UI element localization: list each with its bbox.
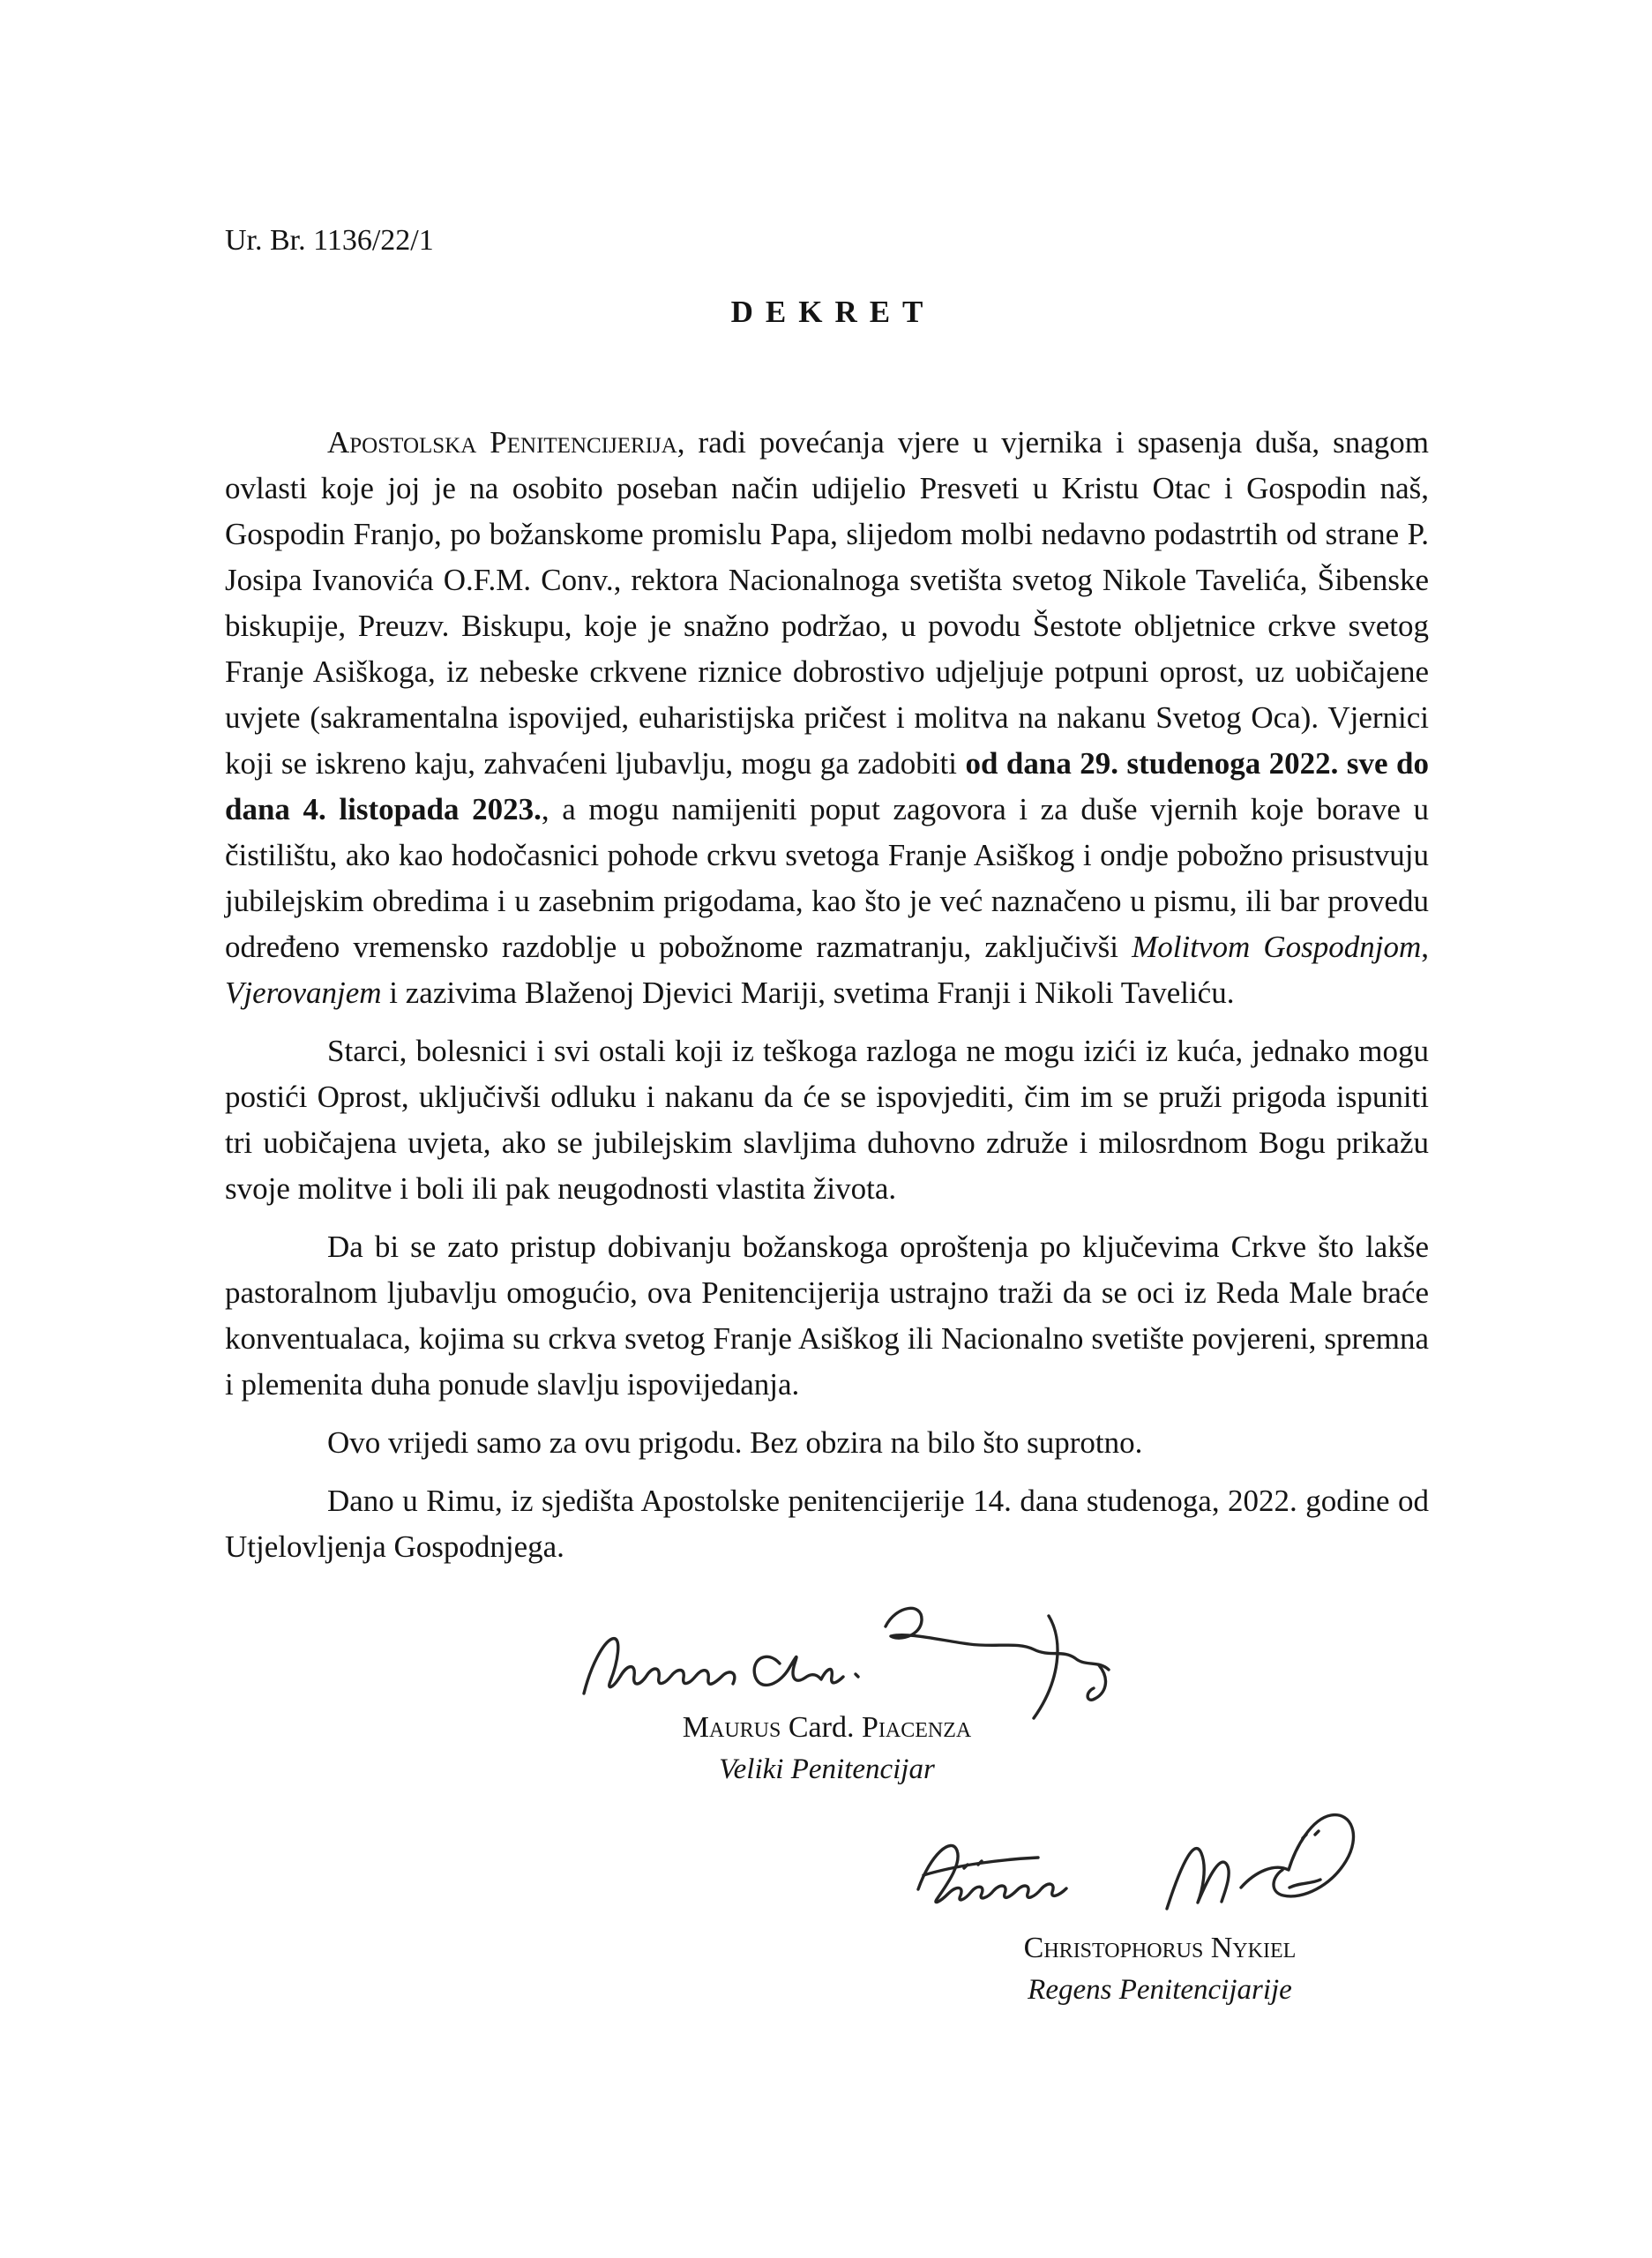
text-segment: Apostolska Penitencijerija bbox=[327, 425, 677, 460]
paragraph bbox=[225, 420, 1429, 1016]
text-segment: Dano u Rimu, iz sjedišta Apostolske penitencijerije 14. dana studenoga, 2022. godine od Utjelovljenja Gospodnjega. bbox=[225, 1484, 1429, 1564]
text-segment: , a mogu namijeniti poput zagovora i za duše vjernih koje borave u čistilištu, ako kao hodočasnici pohode crkvu svetoga Franje Asiškog i ondje pobožno prisustvuju jubilejskim obredima i u zasebnim prigodama, kao što je već naznačeno u pismu, ili bar provedu određeno vremensko razdoblje u pobožnome razmatranju, zaključivši bbox=[225, 792, 1429, 964]
paragraph bbox=[225, 1224, 1429, 1408]
text-segment: i zazivima Blaženoj Djevici Mariji, svetima Franji i Nikoli Taveliću. bbox=[381, 976, 1235, 1010]
text-segment: , radi povećanja vjere u vjernika i spasenja duša, snagom ovlasti koje joj je na osobito poseban način udijelio Presveti u Kristu Otac i Gospodin naš, Gospodin Franjo, po božanskome promislu Papa, slijedom molbi nedavno podastrtih od strane P. Josipa Ivanovića O.F.M. Conv., rektora Nacionalnoga svetišta svetog Nikole Tavelića, Šibenske biskupije, Preuzv. Biskupu, koje je snažno podržao, u povodu Šestote obljetnice crkve svetog Franje Asiškoga, iz nebeske crkvene riznice dobrostivo udjeljuje potpuni oprost, uz uobičajene uvjete (sakramentalna ispovijed, euharistijska pričest i molitva na nakanu Svetog Oca). Vjernici koji se iskreno kaju, zahvaćeni ljubavlju, mogu ga zadobiti bbox=[225, 425, 1429, 781]
text-segment: Maurus bbox=[682, 1711, 781, 1744]
text-segment: Christophorus bbox=[1023, 1932, 1204, 1964]
document-body bbox=[225, 420, 1429, 1570]
paragraph bbox=[225, 1028, 1429, 1212]
paragraph bbox=[225, 1420, 1429, 1466]
reference-number: Ur. Br. 1136/22/1 bbox=[225, 224, 434, 257]
text-segment: Card. bbox=[781, 1711, 862, 1744]
signature-block-piacenza bbox=[549, 1595, 1105, 1791]
signatory-role-piacenza: Veliki Penitencijar bbox=[719, 1753, 935, 1785]
text-segment: Piacenza bbox=[861, 1711, 972, 1744]
text-segment: Ovo vrijedi samo za ovu prigodu. Bez obzira na bilo što suprotno. bbox=[327, 1425, 1143, 1460]
text-segment: Nykiel bbox=[1210, 1932, 1297, 1964]
text-segment: Da bi se zato pristup dobivanju božanskoga oproštenja po ključevima Crkve što lakše pastoralnom ljubavlju omogućio, ova Penitencijerija ustrajno traži da se oci iz Reda Male braće konventualaca, kojima su crkva svetog Franje Asiškog ili Nacionalno svetište povjereni, spremna i plemenita duha ponude slavlju ispovijedanja. bbox=[225, 1230, 1429, 1402]
text-segment: Starci, bolesnici i svi ostali koji iz teškoga razloga ne mogu izići iz kuća, jednako mogu postići Oprost, uključivši odluku i nakanu da će se ispovjediti, čim im se pruži prigoda ispuniti tri uobičajena uvjeta, ako se jubilejskim slavljima duhovno združe i milosrdnom Bogu prikažu svoje molitve i boli ili pak neugodnosti vlastita života. bbox=[225, 1034, 1429, 1206]
paragraph bbox=[225, 1478, 1429, 1570]
handwritten-signature-piacenza bbox=[572, 1595, 1127, 1720]
text-segment: od dana 29. studenoga 2022. sve do dana 4. listopada 2023. bbox=[225, 746, 1429, 826]
signature-block-nykiel bbox=[931, 1803, 1389, 2011]
signatory-role-nykiel: Regens Penitencijarije bbox=[1028, 1974, 1292, 2006]
text-segment: , bbox=[1421, 930, 1429, 964]
handwritten-signature-nykiel bbox=[904, 1803, 1363, 1937]
text-segment: Molitvom Gospodnjom bbox=[1132, 930, 1422, 964]
text-segment: Vjerovanjem bbox=[225, 976, 382, 1010]
document-title: DEKRET bbox=[730, 295, 936, 329]
